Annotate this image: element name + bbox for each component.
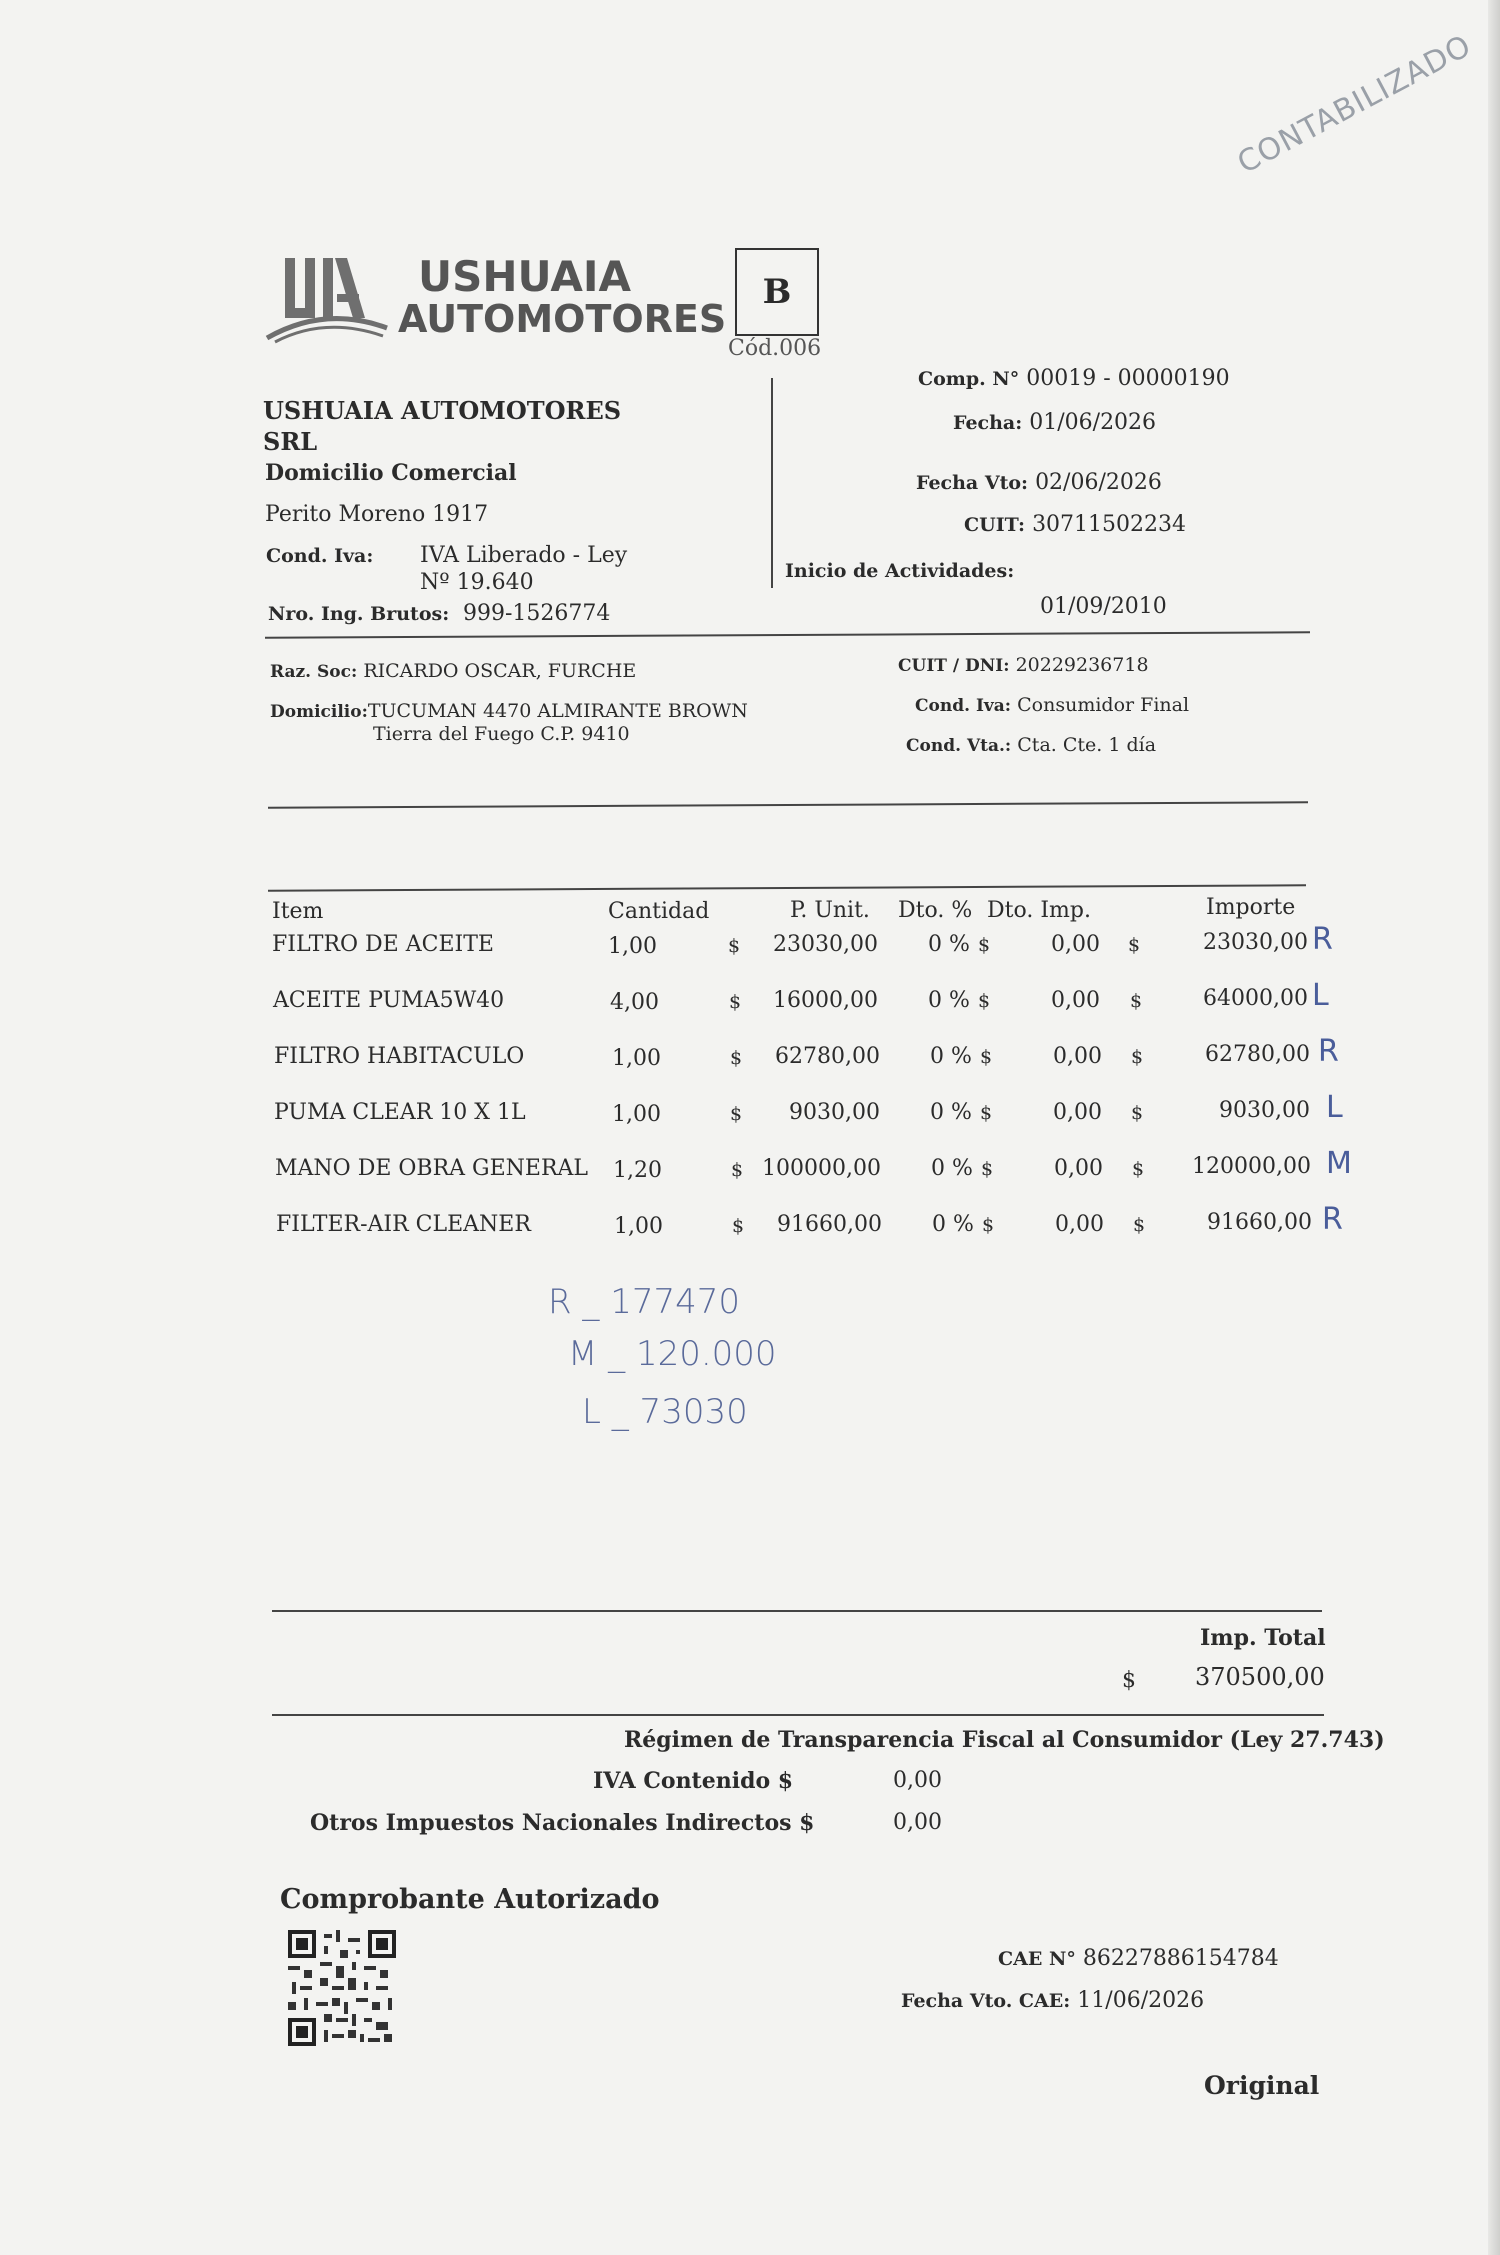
row-1-p-unit: 16000,00: [773, 988, 878, 1013]
row-5-p-unit: 91660,00: [777, 1212, 882, 1237]
row-2-punit-currency: $: [730, 1047, 743, 1069]
company-logo-icon: [265, 250, 390, 345]
domicilio-label: Domicilio Comercial: [265, 460, 517, 486]
row-0-dto-imp: 0,00: [1051, 932, 1100, 957]
row-0-handwritten-mark: R: [1312, 922, 1333, 957]
row-0-item: FILTRO DE ACEITE: [272, 932, 494, 957]
row-0-punit-currency: $: [728, 935, 741, 957]
company-name-suffix: SRL: [263, 427, 318, 456]
row-2-handwritten-mark: R: [1318, 1034, 1339, 1069]
cuit-dni-value: 20229236718: [1015, 654, 1149, 676]
row-5-dto-currency: $: [982, 1214, 995, 1236]
row-1-handwritten-mark: L: [1312, 978, 1329, 1013]
cond-vta-value: Cta. Cte. 1 día: [1017, 734, 1157, 756]
row-1-importe-currency: $: [1130, 990, 1143, 1012]
cond-iva-value: IVA Liberado - Ley: [420, 543, 628, 568]
row-5-importe-currency: $: [1133, 1214, 1146, 1236]
row-3-cantidad: 1,00: [612, 1102, 661, 1127]
header-dto-imp: Dto. Imp.: [987, 898, 1091, 923]
row-3-importe: 9030,00: [1219, 1098, 1310, 1123]
row-0-cantidad: 1,00: [608, 934, 657, 959]
ing-brutos-label: Nro. Ing. Brutos:: [268, 603, 450, 625]
row-1-dto-pct: 0 %: [928, 988, 970, 1013]
row-3-dto-imp: 0,00: [1053, 1100, 1102, 1125]
totals-bottom-rule: [272, 1714, 1324, 1716]
row-0-importe-currency: $: [1128, 934, 1141, 956]
logo-text-line2: AUTOMOTORES: [398, 297, 727, 341]
contabilizado-stamp: CONTABILIZADO: [1232, 28, 1478, 181]
row-1-item: ACEITE PUMA5W40: [273, 988, 505, 1013]
cuit-dni-label: CUIT / DNI:: [898, 656, 1010, 676]
row-5-punit-currency: $: [732, 1215, 745, 1237]
cond-iva-label: Cond. Iva:: [266, 545, 374, 567]
client-domicilio-value: TUCUMAN 4470 ALMIRANTE BROWN: [367, 700, 748, 722]
row-0-p-unit: 23030,00: [773, 932, 878, 957]
copy-label: Original: [1204, 2071, 1320, 2100]
row-0-importe: 23030,00: [1203, 930, 1308, 955]
comp-number-label: Comp. N°: [918, 368, 1020, 390]
row-2-dto-currency: $: [980, 1046, 993, 1068]
row-1-dto-imp: 0,00: [1051, 988, 1100, 1013]
header-dto-pct: Dto. %: [898, 898, 973, 923]
header-p-unit: P. Unit.: [790, 898, 870, 923]
header-importe: Importe: [1206, 895, 1296, 920]
row-4-importe: 120000,00: [1192, 1154, 1311, 1179]
fecha-vto-label: Fecha Vto:: [916, 472, 1029, 494]
row-5-importe: 91660,00: [1207, 1210, 1312, 1235]
qr-code-icon: [288, 1930, 396, 2046]
client-domicilio-label: Domicilio:: [270, 702, 368, 722]
header-item: Item: [272, 899, 324, 924]
handwritten-line-l: L _ 73030: [582, 1392, 748, 1432]
client-cond-iva-label: Cond. Iva:: [915, 696, 1012, 716]
fecha-vto-value: 02/06/2026: [1035, 470, 1162, 495]
row-5-dto-pct: 0 %: [932, 1212, 974, 1237]
cuit-value: 30711502234: [1032, 512, 1187, 537]
fecha-value: 01/06/2026: [1029, 410, 1157, 435]
row-5-dto-imp: 0,00: [1055, 1212, 1104, 1237]
row-1-importe: 64000,00: [1203, 986, 1308, 1011]
row-3-handwritten-mark: L: [1326, 1090, 1343, 1125]
row-2-cantidad: 1,00: [612, 1046, 661, 1071]
cae-vto-label: Fecha Vto. CAE:: [901, 1990, 1071, 2012]
company-address: Perito Moreno 1917: [265, 502, 489, 527]
row-4-dto-imp: 0,00: [1054, 1156, 1103, 1181]
cod-label: Cód.006: [728, 336, 822, 361]
row-2-dto-pct: 0 %: [930, 1044, 972, 1069]
raz-soc-label: Raz. Soc:: [270, 662, 358, 682]
row-5-item: FILTER-AIR CLEANER: [276, 1212, 531, 1237]
client-domicilio-line2: Tierra del Fuego C.P. 9410: [373, 723, 630, 745]
cae-label: CAE N°: [998, 1948, 1076, 1970]
row-4-p-unit: 100000,00: [762, 1156, 881, 1181]
inicio-actividades-label: Inicio de Actividades:: [785, 560, 1015, 582]
imp-total-value: 370500,00: [1195, 1663, 1325, 1691]
invoice-type-box: [735, 248, 819, 336]
header-cantidad: Cantidad: [608, 899, 710, 924]
cond-vta-label: Cond. Vta.:: [906, 736, 1012, 756]
row-2-importe: 62780,00: [1205, 1042, 1310, 1067]
row-3-p-unit: 9030,00: [789, 1100, 880, 1125]
row-4-cantidad: 1,20: [613, 1158, 662, 1183]
handwritten-line-r: R _ 177470: [548, 1282, 741, 1322]
row-4-punit-currency: $: [731, 1159, 744, 1181]
row-3-punit-currency: $: [730, 1103, 743, 1125]
row-3-dto-currency: $: [980, 1102, 993, 1124]
otros-impuestos-label: Otros Impuestos Nacionales Indirectos $: [310, 1810, 815, 1836]
cae-value: 86227886154784: [1082, 1946, 1279, 1971]
otros-impuestos-value: 0,00: [893, 1810, 942, 1835]
iva-contenido-label: IVA Contenido $: [593, 1768, 794, 1794]
ing-brutos-value: 999-1526774: [463, 601, 611, 626]
row-4-item: MANO DE OBRA GENERAL: [275, 1156, 589, 1181]
row-3-item: PUMA CLEAR 10 X 1L: [274, 1100, 526, 1125]
comprobante-autorizado: Comprobante Autorizado: [280, 1884, 660, 1915]
iva-contenido-value: 0,00: [893, 1768, 942, 1793]
header-divider: [771, 378, 773, 588]
imp-total-label: Imp. Total: [1200, 1625, 1326, 1651]
row-5-handwritten-mark: R: [1322, 1202, 1343, 1237]
row-1-punit-currency: $: [729, 991, 742, 1013]
row-4-handwritten-mark: M: [1326, 1146, 1352, 1181]
fecha-label: Fecha:: [953, 412, 1023, 434]
cond-iva-value-line2: Nº 19.640: [420, 570, 534, 595]
row-5-cantidad: 1,00: [614, 1214, 663, 1239]
row-2-p-unit: 62780,00: [775, 1044, 880, 1069]
client-cond-iva-value: Consumidor Final: [1017, 694, 1190, 716]
inicio-actividades-value: 01/09/2010: [1040, 594, 1167, 619]
invoice-type-letter: B: [762, 272, 792, 312]
row-1-dto-currency: $: [978, 990, 991, 1012]
raz-soc-value: RICARDO OSCAR, FURCHE: [363, 660, 637, 682]
row-4-dto-currency: $: [981, 1158, 994, 1180]
cae-vto-value: 11/06/2026: [1077, 1988, 1205, 2013]
row-0-dto-currency: $: [978, 934, 991, 956]
paper-edge: [1488, 0, 1500, 2255]
totals-top-rule: [272, 1610, 1322, 1612]
row-3-dto-pct: 0 %: [930, 1100, 972, 1125]
row-1-cantidad: 4,00: [610, 990, 659, 1015]
row-2-importe-currency: $: [1131, 1046, 1144, 1068]
row-2-dto-imp: 0,00: [1053, 1044, 1102, 1069]
handwritten-line-m: M _ 120.000: [568, 1334, 777, 1374]
imp-total-currency: $: [1122, 1668, 1136, 1693]
row-4-importe-currency: $: [1132, 1158, 1145, 1180]
row-0-dto-pct: 0 %: [928, 932, 970, 957]
row-2-item: FILTRO HABITACULO: [274, 1044, 525, 1069]
row-4-dto-pct: 0 %: [931, 1156, 973, 1181]
logo-text-line1: USHUAIA: [418, 252, 631, 301]
comp-number: 00019 - 00000190: [1026, 366, 1230, 391]
cuit-label: CUIT:: [964, 514, 1026, 536]
regimen-title: Régimen de Transparencia Fiscal al Consumidor (Ley 27.743): [624, 1727, 1385, 1753]
row-3-importe-currency: $: [1131, 1102, 1144, 1124]
company-name: USHUAIA AUTOMOTORES: [263, 396, 622, 425]
